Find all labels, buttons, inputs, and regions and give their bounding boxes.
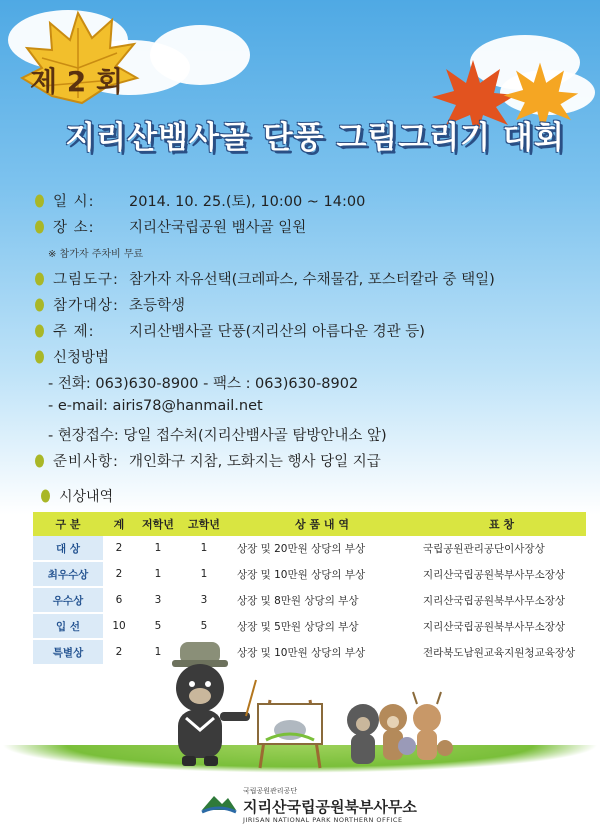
award-issuer: 지리산국립공원북부사무소장상: [417, 587, 586, 613]
date-row: [34, 190, 365, 211]
leaf-bullet-icon: [34, 194, 45, 208]
footer-agency: 국립공원관리공단: [243, 787, 298, 795]
award-lower-grade: 1: [135, 561, 181, 587]
award-upper-grade: 5: [181, 613, 227, 639]
table-header-cell: 상 품 내 역: [227, 512, 417, 536]
target-row: [34, 294, 185, 315]
award-issuer: 전라북도남원교육지원청교육장상: [417, 639, 586, 665]
table-header-cell: 표 창: [417, 512, 586, 536]
award-category: 대 상: [33, 536, 103, 561]
place-value: 지리산국립공원 뱀사골 일원: [129, 220, 307, 236]
award-total: 10: [103, 613, 135, 639]
leaf-bullet-icon: [34, 454, 45, 468]
awards-section-title: [40, 486, 113, 506]
parking-note: ※ 참가자 주차비 무료: [48, 249, 144, 260]
footer-office-english: JIRISAN NATIONAL PARK NORTHERN OFFICE: [243, 816, 403, 824]
theme-row: [34, 320, 425, 341]
tools-row: [34, 268, 495, 289]
award-prize: 상장 및 20만원 상당의 부상: [227, 536, 417, 561]
award-upper-grade: 1: [181, 561, 227, 587]
place-label: 장 소:: [53, 220, 95, 236]
target-label: 참가대상:: [53, 298, 119, 314]
table-header-cell: 계: [103, 512, 135, 536]
award-upper-grade: 1: [181, 536, 227, 561]
prep-label: 준비사항:: [53, 454, 119, 470]
animal-friends-illustration: [345, 690, 460, 770]
table-row: [33, 561, 586, 587]
award-prize: 상장 및 10만원 상당의 부상: [227, 639, 417, 665]
table-header-cell: 구 분: [33, 512, 103, 536]
awards-table: [33, 512, 586, 666]
award-lower-grade: 1: [135, 639, 181, 665]
award-total: 2: [103, 561, 135, 587]
apply-onsite: - 현장접수: 당일 접수처(지리산뱀사골 탐방안내소 앞): [48, 428, 387, 444]
award-issuer: 지리산국립공원북부사무소장상: [417, 561, 586, 587]
award-total: 6: [103, 587, 135, 613]
park-logo-icon: [200, 790, 238, 816]
award-category: 입 선: [33, 613, 103, 639]
event-round: 제 2 회: [30, 65, 124, 98]
date-value: 2014. 10. 25.(토), 10:00 ~ 14:00: [129, 194, 366, 210]
award-lower-grade: 1: [135, 536, 181, 561]
leaf-bullet-icon: [34, 350, 45, 364]
award-issuer: 국립공원관리공단이사장상: [417, 536, 586, 561]
event-title: 지리산뱀사골 단풍 그림그리기 대회: [65, 120, 565, 156]
award-prize: 상장 및 5만원 상당의 부상: [227, 613, 417, 639]
table-header-row: [33, 512, 586, 536]
prep-row: [34, 450, 381, 471]
target-value: 초등학생: [129, 298, 186, 314]
table-row: [33, 536, 586, 561]
theme-label: 주 제:: [53, 324, 95, 340]
apply-email: - e-mail: airis78@hanmail.net: [48, 398, 263, 414]
date-label: 일 시:: [53, 194, 95, 210]
award-lower-grade: 3: [135, 587, 181, 613]
theme-value: 지리산뱀사골 단풍(지리산의 아름다운 경관 등): [129, 324, 425, 340]
award-category: 우수상: [33, 587, 103, 613]
apply-phone: - 전화: 063)630-8900 - 팩스 : 063)630-8902: [48, 376, 359, 392]
tools-value: 참가자 자유선택(크레파스, 수채물감, 포스터칼라 중 택일): [129, 272, 495, 288]
table-row: [33, 639, 586, 665]
award-category: 특별상: [33, 639, 103, 665]
awards-title-text: 시상내역: [59, 489, 114, 505]
leaf-bullet-icon: [40, 489, 51, 503]
table-header-cell: 저학년: [135, 512, 181, 536]
footer-office-name: 지리산국립공원북부사무소: [243, 798, 417, 816]
award-prize: 상장 및 8만원 상당의 부상: [227, 587, 417, 613]
table-header-cell: 고학년: [181, 512, 227, 536]
award-upper-grade: 3: [181, 587, 227, 613]
award-issuer: 지리산국립공원북부사무소장상: [417, 613, 586, 639]
leaf-bullet-icon: [34, 272, 45, 286]
award-total: 2: [103, 639, 135, 665]
easel-illustration: [250, 690, 330, 770]
award-prize: 상장 및 10만원 상당의 부상: [227, 561, 417, 587]
leaf-bullet-icon: [34, 220, 45, 234]
bear-painter-illustration: [150, 640, 260, 770]
table-row: [33, 613, 586, 639]
award-category: 최우수상: [33, 561, 103, 587]
award-total: 2: [103, 536, 135, 561]
award-lower-grade: 5: [135, 613, 181, 639]
leaf-bullet-icon: [34, 324, 45, 338]
apply-label: 신청방법: [53, 350, 110, 366]
prep-value: 개인화구 지참, 도화지는 행사 당일 지급: [129, 454, 381, 470]
table-row: [33, 587, 586, 613]
leaf-bullet-icon: [34, 298, 45, 312]
cloud: [150, 25, 250, 85]
apply-row: [34, 346, 109, 367]
tools-label: 그림도구:: [53, 272, 119, 288]
place-row: [34, 216, 306, 237]
